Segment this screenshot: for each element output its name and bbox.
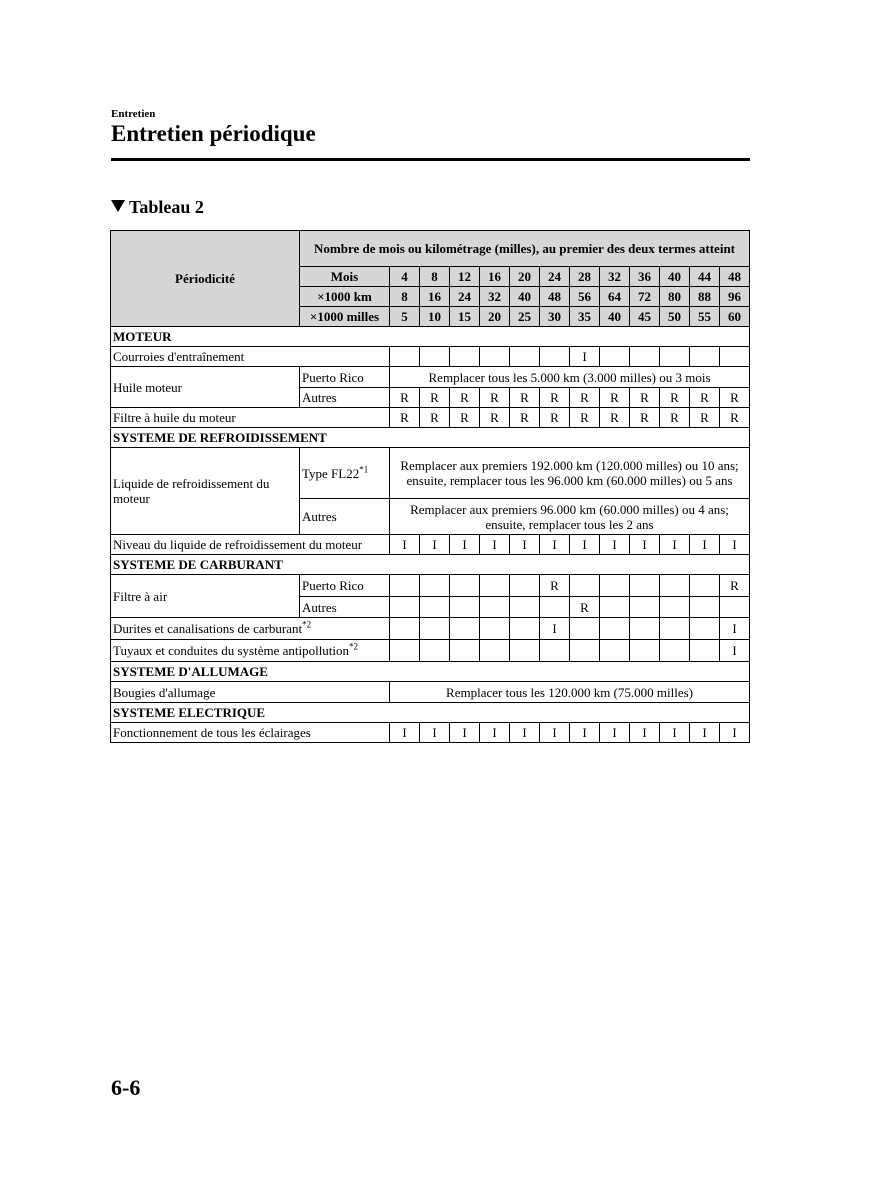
schedule-cell: R [630, 388, 660, 408]
table-title-text: Tableau 2 [129, 197, 204, 217]
schedule-cell: R [450, 408, 480, 428]
footnote-marker: *1 [359, 464, 369, 475]
schedule-cell [600, 347, 630, 367]
sub-label-text: Type FL22 [302, 465, 360, 481]
table-row [111, 535, 750, 555]
schedule-cell: I [570, 723, 600, 743]
schedule-cell [450, 597, 480, 618]
header-cell: 55 [690, 307, 720, 327]
sub-label [300, 448, 390, 499]
schedule-cell [420, 618, 450, 640]
schedule-cell: R [420, 408, 450, 428]
schedule-cell: I [600, 723, 630, 743]
schedule-cell [660, 640, 690, 662]
schedule-cell [540, 347, 570, 367]
schedule-cell [660, 597, 690, 618]
schedule-cell: R [600, 388, 630, 408]
header-cell: 48 [540, 287, 570, 307]
schedule-cell [630, 640, 660, 662]
header-cell: 40 [660, 267, 690, 287]
merged-cell: Remplacer tous les 5.000 km (3.000 milles) ou 3 mois [390, 367, 750, 388]
schedule-cell: I [570, 347, 600, 367]
schedule-cell [510, 640, 540, 662]
table-row [111, 575, 750, 597]
header-cell: 24 [540, 267, 570, 287]
schedule-cell: R [390, 388, 420, 408]
schedule-cell [420, 597, 450, 618]
section-title-electrique: SYSTEME ELECTRIQUE [111, 703, 750, 723]
schedule-cell [540, 640, 570, 662]
schedule-cell [420, 575, 450, 597]
header-cell: 80 [660, 287, 690, 307]
header-cell: 25 [510, 307, 540, 327]
header-cell: 20 [480, 307, 510, 327]
header-cell: 40 [510, 287, 540, 307]
schedule-cell: R [630, 408, 660, 428]
title-rule [111, 158, 750, 161]
schedule-cell [720, 347, 750, 367]
header-cell: 60 [720, 307, 750, 327]
section-label: Entretien [111, 108, 156, 120]
schedule-cell: I [720, 535, 750, 555]
section-row [111, 662, 750, 682]
schedule-cell [690, 347, 720, 367]
sub-label: Puerto Rico [300, 367, 390, 388]
row-label: Huile moteur [111, 367, 300, 408]
row-label: Niveau du liquide de refroidissement du moteur [111, 535, 390, 555]
header-cell: 44 [690, 267, 720, 287]
schedule-cell: I [570, 535, 600, 555]
schedule-cell: I [540, 723, 570, 743]
schedule-cell [690, 575, 720, 597]
schedule-cell: I [600, 535, 630, 555]
schedule-cell: I [540, 535, 570, 555]
schedule-cell [480, 640, 510, 662]
schedule-cell: I [630, 723, 660, 743]
months-label: Mois [300, 267, 390, 287]
schedule-cell: R [420, 388, 450, 408]
schedule-cell [600, 618, 630, 640]
header-cell: 56 [570, 287, 600, 307]
schedule-cell [660, 347, 690, 367]
schedule-cell: R [540, 388, 570, 408]
sub-label: Autres [300, 499, 390, 535]
page-title: Entretien périodique [111, 121, 316, 146]
schedule-cell [510, 618, 540, 640]
schedule-cell [510, 347, 540, 367]
header-cell: 64 [600, 287, 630, 307]
header-cell: 8 [420, 267, 450, 287]
row-label: Bougies d'allumage [111, 682, 390, 703]
schedule-cell: R [720, 575, 750, 597]
footnote-marker: *2 [349, 641, 359, 652]
schedule-cell [420, 347, 450, 367]
merged-cell: Remplacer aux premiers 192.000 km (120.000 milles) ou 10 ans; ensuite, remplacer tous les 96.000 km (60.000 milles) ou 5 ans [390, 448, 750, 499]
row-label: Filtre à huile du moteur [111, 408, 390, 428]
schedule-cell [450, 618, 480, 640]
schedule-cell [660, 575, 690, 597]
schedule-cell [480, 618, 510, 640]
page-number: 6-6 [111, 1075, 141, 1100]
table-header-row [111, 231, 750, 267]
row-label [111, 640, 390, 662]
schedule-cell [450, 640, 480, 662]
table-row [111, 367, 750, 388]
schedule-cell [570, 575, 600, 597]
schedule-cell: I [510, 723, 540, 743]
schedule-cell [630, 347, 660, 367]
header-cell: 5 [390, 307, 420, 327]
schedule-cell [630, 597, 660, 618]
schedule-cell [450, 347, 480, 367]
section-row [111, 428, 750, 448]
schedule-cell: I [420, 535, 450, 555]
maintenance-table [110, 230, 750, 743]
header-cell: 16 [480, 267, 510, 287]
header-cell: 15 [450, 307, 480, 327]
section-title-carburant: SYSTEME DE CARBURANT [111, 555, 750, 575]
schedule-cell: R [690, 388, 720, 408]
row-label: Fonctionnement de tous les éclairages [111, 723, 390, 743]
row-label: Liquide de refroidissement du moteur [111, 448, 300, 535]
header-cell: 40 [600, 307, 630, 327]
schedule-cell: I [720, 618, 750, 640]
table-row [111, 448, 750, 499]
header-cell: 12 [450, 267, 480, 287]
schedule-cell [480, 597, 510, 618]
section-row [111, 703, 750, 723]
section-title-moteur: MOTEUR [111, 327, 750, 347]
schedule-cell [690, 640, 720, 662]
row-label-text: Tuyaux et conduites du système antipollution [113, 643, 350, 658]
schedule-cell: I [390, 535, 420, 555]
footnote-marker: *2 [302, 619, 312, 630]
section-row [111, 555, 750, 575]
schedule-cell: R [660, 408, 690, 428]
schedule-cell: R [570, 597, 600, 618]
schedule-cell: R [480, 388, 510, 408]
schedule-cell [480, 347, 510, 367]
miles-label: ×1000 milles [300, 307, 390, 327]
schedule-cell [570, 618, 600, 640]
sub-label: Autres [300, 597, 390, 618]
header-cell: 30 [540, 307, 570, 327]
schedule-cell: I [720, 640, 750, 662]
header-cell: 16 [420, 287, 450, 307]
schedule-cell: R [600, 408, 630, 428]
header-cell: 8 [390, 287, 420, 307]
schedule-cell: R [480, 408, 510, 428]
schedule-cell: R [540, 408, 570, 428]
header-cell: 96 [720, 287, 750, 307]
table-row [111, 682, 750, 703]
schedule-cell: R [570, 408, 600, 428]
schedule-cell: I [480, 723, 510, 743]
schedule-cell: I [510, 535, 540, 555]
schedule-cell: I [450, 723, 480, 743]
table-row [111, 618, 750, 640]
section-title-allumage: SYSTEME D'ALLUMAGE [111, 662, 750, 682]
row-label [111, 618, 390, 640]
header-cell: 32 [480, 287, 510, 307]
schedule-cell: I [420, 723, 450, 743]
schedule-cell: R [540, 575, 570, 597]
schedule-cell: I [660, 723, 690, 743]
header-cell: 32 [600, 267, 630, 287]
schedule-cell: I [720, 723, 750, 743]
schedule-cell [420, 640, 450, 662]
header-cell: 88 [690, 287, 720, 307]
schedule-cell: I [690, 723, 720, 743]
row-label: Filtre à air [111, 575, 300, 618]
schedule-cell: R [660, 388, 690, 408]
schedule-cell [480, 575, 510, 597]
table-title [111, 197, 204, 218]
schedule-cell: I [480, 535, 510, 555]
header-cell: 50 [660, 307, 690, 327]
schedule-cell [390, 347, 420, 367]
schedule-cell [390, 597, 420, 618]
schedule-cell [450, 575, 480, 597]
header-cell: 10 [420, 307, 450, 327]
sub-label: Autres [300, 388, 390, 408]
sub-label: Puerto Rico [300, 575, 390, 597]
schedule-cell: R [390, 408, 420, 428]
merged-cell: Remplacer aux premiers 96.000 km (60.000 milles) ou 4 ans; ensuite, remplacer tous les 2 ans [390, 499, 750, 535]
schedule-cell [390, 618, 420, 640]
schedule-cell [510, 597, 540, 618]
header-cell: 20 [510, 267, 540, 287]
header-cell: 28 [570, 267, 600, 287]
schedule-cell [390, 575, 420, 597]
schedule-cell: R [510, 388, 540, 408]
row-label: Courroies d'entraînement [111, 347, 390, 367]
interval-header: Nombre de mois ou kilométrage (milles), au premier des deux termes atteint [300, 231, 750, 267]
header-cell: 45 [630, 307, 660, 327]
schedule-cell: R [570, 388, 600, 408]
schedule-cell: R [720, 388, 750, 408]
header-cell: 24 [450, 287, 480, 307]
schedule-cell: I [540, 618, 570, 640]
section-title-refroidissement: SYSTEME DE REFROIDISSEMENT [111, 428, 750, 448]
schedule-cell: I [690, 535, 720, 555]
schedule-cell [720, 597, 750, 618]
schedule-cell: I [450, 535, 480, 555]
schedule-cell: I [630, 535, 660, 555]
triangle-down-icon [111, 200, 125, 212]
header-cell: 72 [630, 287, 660, 307]
schedule-cell [390, 640, 420, 662]
row-label-text: Durites et canalisations de carburant [113, 621, 303, 636]
table-row [111, 723, 750, 743]
schedule-cell: I [660, 535, 690, 555]
km-label: ×1000 km [300, 287, 390, 307]
schedule-cell [630, 618, 660, 640]
header-cell: 35 [570, 307, 600, 327]
schedule-cell [690, 597, 720, 618]
schedule-cell [600, 597, 630, 618]
header-cell: 4 [390, 267, 420, 287]
schedule-cell [600, 640, 630, 662]
schedule-cell: R [450, 388, 480, 408]
schedule-cell [510, 575, 540, 597]
schedule-cell [600, 575, 630, 597]
merged-cell: Remplacer tous les 120.000 km (75.000 milles) [390, 682, 750, 703]
schedule-cell: R [720, 408, 750, 428]
schedule-cell: R [510, 408, 540, 428]
schedule-cell: R [690, 408, 720, 428]
schedule-cell [630, 575, 660, 597]
schedule-cell: I [390, 723, 420, 743]
table-row [111, 640, 750, 662]
header-cell: 48 [720, 267, 750, 287]
schedule-cell [690, 618, 720, 640]
periodicite-header: Périodicité [111, 231, 300, 327]
table-row [111, 408, 750, 428]
section-row [111, 327, 750, 347]
schedule-cell [660, 618, 690, 640]
schedule-cell [540, 597, 570, 618]
schedule-cell [570, 640, 600, 662]
header-cell: 36 [630, 267, 660, 287]
table-row [111, 347, 750, 367]
